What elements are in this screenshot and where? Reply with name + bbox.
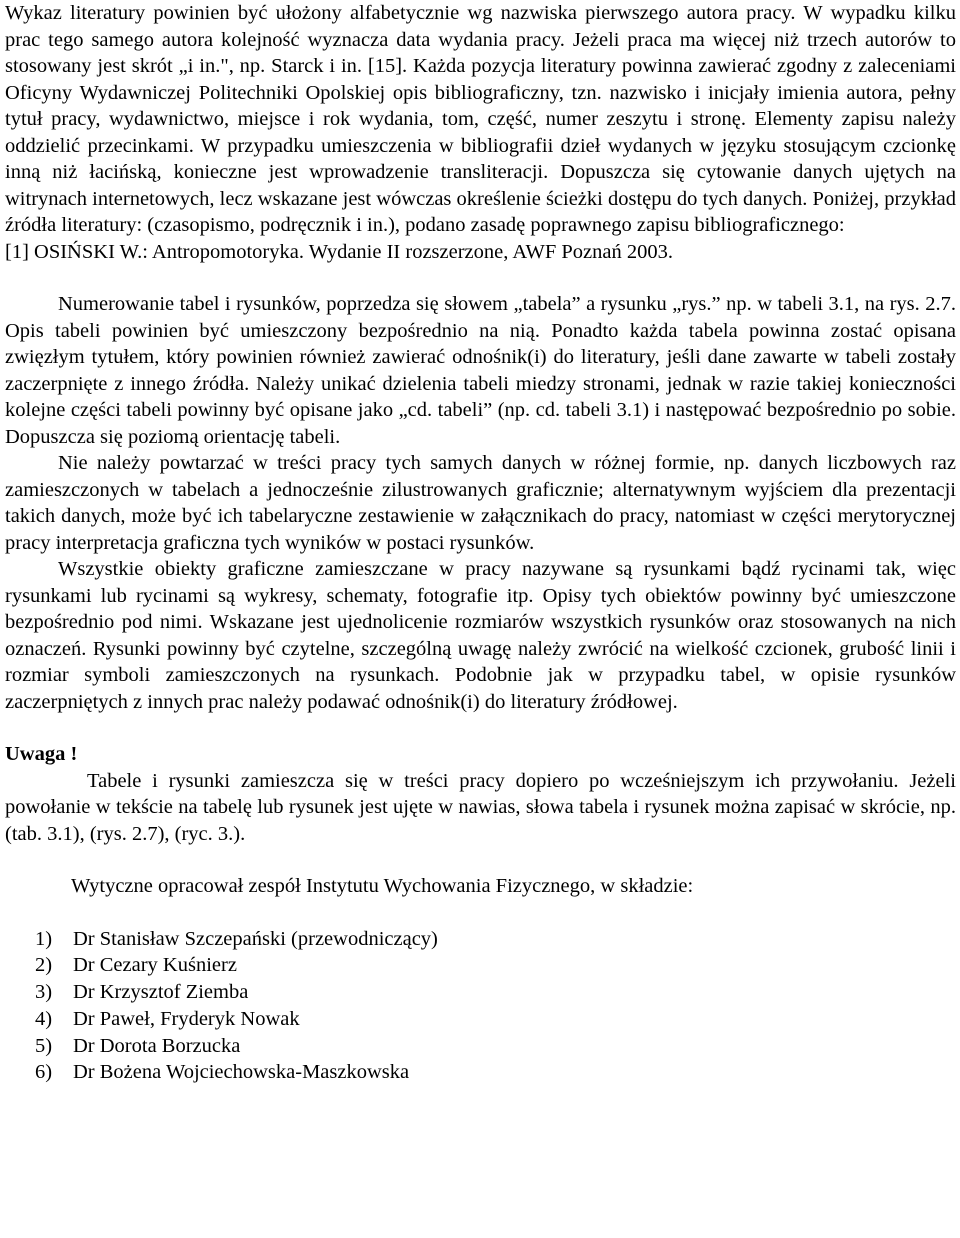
list-number: 3)	[35, 981, 53, 1004]
spacer	[5, 847, 956, 873]
list-item	[5, 926, 956, 953]
bibliography-paragraph: Wykaz literatury powinien być ułożony alfabetycznie wg nazwiska pierwszego autora pracy. W wypadku kilku prac tego samego autora kolejność wyznacza data wydania pracy. Jeżeli praca ma więcej niż trzech autorów to stosowany jest skrót „i in.", np. Starck i in. [15]. Każda pozycja literatury powinna zawierać zgodny z zaleceniami Oficyny Wydawniczej Politechniki Opolskiej opis bibliograficzny, tzn. nazwisko i inicjały imienia autora, pełny tytuł pracy, wydawnictwo, miejsce i rok wydania, tom, część, numer zeszytu i stronę. Elementy zapisu należy oddzielić przecinkami. W przypadku umieszczenia w bibliografii dzieł wydanych w języku stosującym czcionkę inną niż łacińską, konieczne jest wprowadzenie transliteracji. Dopuszcza się cytowanie danych ujętych na witrynach internetowych, lecz wskazane jest wówczas określenie ścieżki dostępu do tych danych. Poniżej, przykład źródła literatury: (czasopismo, podręcznik i in.), podano zasadę poprawnego zapisu bibliograficznego:	[5, 2, 956, 236]
team-intro: Wytyczne opracował zespół Instytutu Wychowania Fizycznego, w składzie:	[71, 875, 694, 897]
list-number: 6)	[35, 1061, 53, 1084]
spacer	[5, 265, 956, 291]
warning-body: Tabele i rysunki zamieszcza się w treści pracy dopiero po wcześniejszym ich przywołaniu. Jeżeli powołanie w tekście na tabelę lub rysunek jest ujęte w nawias, słowa tabela i rysunek można zapisać w skrócie, np. (tab. 3.1), (rys. 2.7), (ryc. 3.).	[5, 769, 956, 845]
list-number: 4)	[35, 1007, 53, 1030]
member-name: Dr Stanisław Szczepański (przewodniczący)	[73, 927, 438, 950]
list-item	[5, 1006, 956, 1033]
warning-title: Uwaga !	[5, 743, 78, 765]
document-page	[5, 0, 956, 1086]
spacer	[5, 715, 956, 741]
list-item	[5, 952, 956, 979]
tables-paragraph: Numerowanie tabel i rysunków, poprzedza się słowem „tabela” a rysunku „rys.” np. w tabeli 3.1, na rys. 2.7. Opis tabeli powinien być umieszczony bezpośrednio na nią. Ponadto każda tabela powinna zostać opisana zwięzłym tytułem, który powinien również zawierać odnośnik(i) do literatury, jeśli dane zawarte w tabeli zostały zaczerpnięte z innego źródła. Należy unikać dzielenia tabeli miedzy stronami, jednak w razie takiej konieczności kolejne części tabeli powinny być opisane jako „cd. tabeli” (np. cd. tabeli 3.1) i następować bezpośrednio po sobie. Dopuszcza się poziomą orientację tabeli.	[5, 293, 956, 448]
figures-paragraph: Wszystkie obiekty graficzne zamieszczane w pracy nazywane są rysunkami bądź rycinami tak, więc rysunkami lub rycinami są wykresy, schematy, fotografie itp. Opisy tych obiektów powinny być umieszczone bezpośrednio pod nimi. Wskazane jest ujednolicenie rozmiarów wszystkich rysunków oraz stosowanych na nich oznaczeń. Rysunki powinny być czytelne, szczególną uwagę należy zwrócić na wielkość czcionek, grubość linii i rozmiar symboli zamieszczonych na rysunkach. Podobnie jak w przypadku tabel, w opisie rysunków zaczerpniętych z innych prac należy podawać odnośnik(i) do literatury źródłowej.	[5, 558, 956, 713]
list-item	[5, 979, 956, 1006]
member-name: Dr Dorota Borzucka	[73, 1034, 241, 1057]
team-list	[5, 926, 956, 1087]
spacer	[5, 900, 956, 926]
list-item	[5, 1033, 956, 1060]
list-number: 2)	[35, 954, 53, 977]
member-name: Dr Cezary Kuśnierz	[73, 954, 237, 977]
member-name: Dr Krzysztof Ziemba	[73, 981, 249, 1004]
list-item	[5, 1059, 956, 1086]
member-name: Dr Bożena Wojciechowska-Maszkowska	[73, 1061, 410, 1084]
list-number: 1)	[35, 927, 53, 950]
member-name: Dr Paweł, Fryderyk Nowak	[73, 1007, 300, 1030]
list-number: 5)	[35, 1034, 53, 1057]
no-repeat-paragraph: Nie należy powtarzać w treści pracy tych samych danych w różnej formie, np. danych liczbowych raz zamieszczonych w tabelach a jednocześnie zilustrowanych graficznie; alternatywnym wyjściem dla prezentacji takich danych, może być ich tabelaryczne zestawienie w załącznikach do pracy, natomiast w części merytorycznej pracy interpretacja graficzna tych wyników w postaci rysunków.	[5, 452, 956, 554]
example-reference: [1] OSIŃSKI W.: Antropomotoryka. Wydanie II rozszerzone, AWF Poznań 2003.	[5, 240, 674, 263]
